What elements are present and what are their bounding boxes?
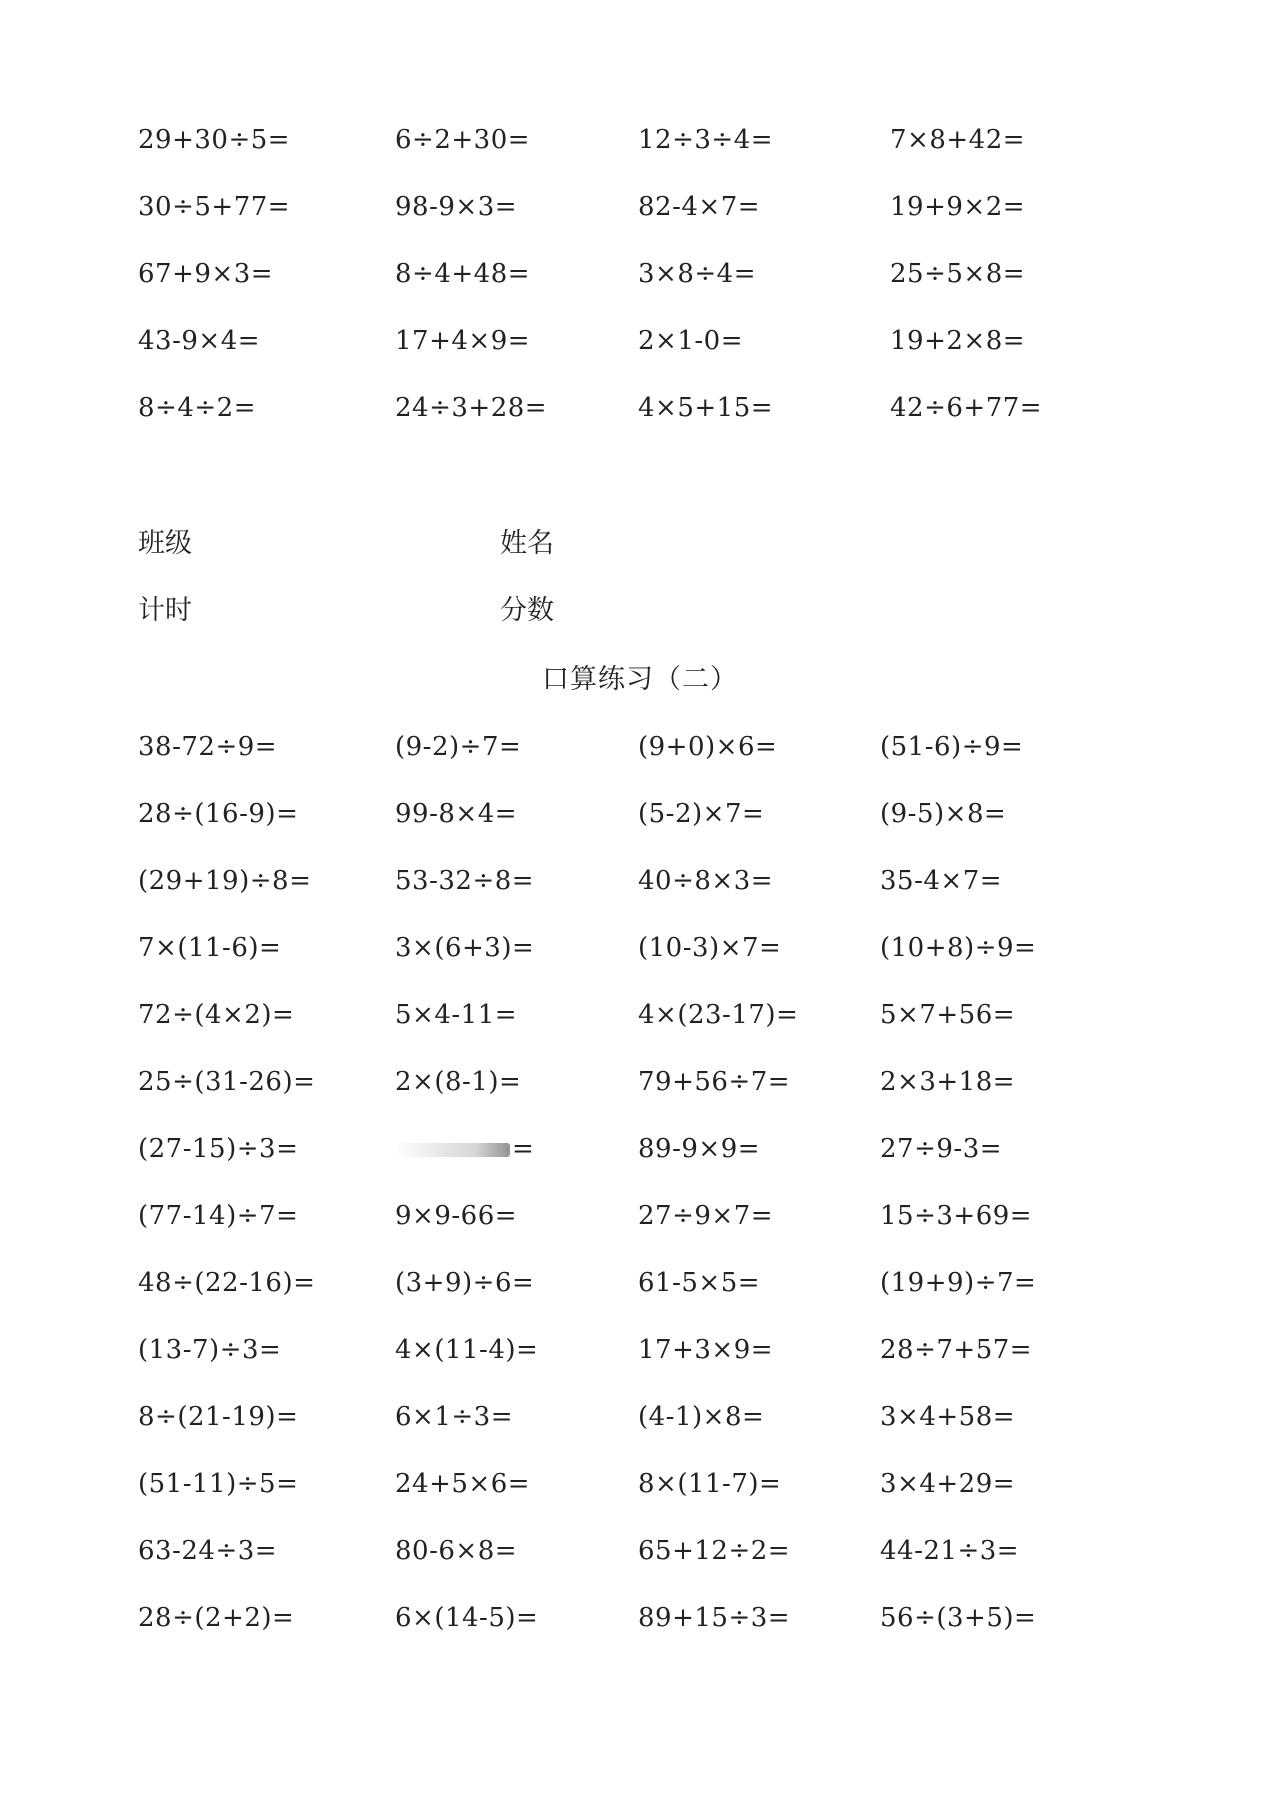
- problem: 42÷6+77=: [890, 393, 1043, 423]
- problem: 98-9×3=: [395, 192, 518, 222]
- problem: 29+30÷5=: [138, 125, 291, 155]
- problem-row: [0, 1062, 1280, 1102]
- name-label: 姓名: [500, 528, 554, 559]
- problem-row: [0, 995, 1280, 1035]
- problem: 28÷(16-9)=: [138, 799, 299, 829]
- problem: 6×1÷3=: [395, 1402, 513, 1432]
- problem: 4×5+15=: [638, 393, 774, 423]
- problem: 12÷3÷4=: [638, 125, 774, 155]
- problem: 27÷9×7=: [638, 1201, 774, 1231]
- problem: 24+5×6=: [395, 1469, 531, 1499]
- problem: 43-9×4=: [138, 326, 261, 356]
- problem: 82-4×7=: [638, 192, 761, 222]
- problem: 9×9-66=: [395, 1201, 518, 1231]
- problem: 17+4×9=: [395, 326, 531, 356]
- problem-row: [0, 928, 1280, 968]
- problem: 40÷8×3=: [638, 866, 774, 896]
- problem: 72÷(4×2)=: [138, 1000, 295, 1030]
- problem: 5×4-11=: [395, 1000, 518, 1030]
- time-label: 计时: [138, 595, 192, 626]
- problem-row: [0, 321, 1280, 361]
- problem: 61-5×5=: [638, 1268, 761, 1298]
- problem-row: [0, 861, 1280, 901]
- problem: (51-6)÷9=: [880, 732, 1024, 762]
- problem: 35-4×7=: [880, 866, 1003, 896]
- problem: 2×(8-1)=: [395, 1067, 522, 1097]
- problem: 3×(6+3)=: [395, 933, 535, 963]
- problem: 80-6×8=: [395, 1536, 518, 1566]
- score-label: 分数: [500, 595, 554, 626]
- problem: (9-5)×8=: [880, 799, 1007, 829]
- problem: 7×8+42=: [890, 125, 1026, 155]
- problem: 48÷(22-16)=: [138, 1268, 316, 1298]
- problem: 89+15÷3=: [638, 1603, 791, 1633]
- problem-row: [0, 1397, 1280, 1437]
- problem: 7×(11-6)=: [138, 933, 282, 963]
- problem: (9+0)×6=: [638, 732, 778, 762]
- problem: 67+9×3=: [138, 259, 274, 289]
- problem: 3×8÷4=: [638, 259, 756, 289]
- problem-row: [0, 1129, 1280, 1169]
- problem: 8÷(21-19)=: [138, 1402, 299, 1432]
- problem-row: [0, 388, 1280, 428]
- problem: 30÷5+77=: [138, 192, 291, 222]
- problem-row: [0, 1464, 1280, 1504]
- problem: 8×(11-7)=: [638, 1469, 782, 1499]
- problem: 6÷2+30=: [395, 125, 531, 155]
- problem: 25÷5×8=: [890, 259, 1026, 289]
- problem: 56÷(3+5)=: [880, 1603, 1037, 1633]
- smudged-problem: [395, 1129, 534, 1169]
- problem: (10+8)÷9=: [880, 933, 1037, 963]
- problem: 99-8×4=: [395, 799, 518, 829]
- problem-row: [0, 254, 1280, 294]
- problem: =: [512, 1134, 535, 1164]
- problem: (51-11)÷5=: [138, 1469, 299, 1499]
- problem: 38-72÷9=: [138, 732, 278, 762]
- problem-row: [0, 120, 1280, 160]
- problem: 19+9×2=: [890, 192, 1026, 222]
- problem: 4×(11-4)=: [395, 1335, 539, 1365]
- problem: (4-1)×8=: [638, 1402, 765, 1432]
- problem: 8÷4÷2=: [138, 393, 256, 423]
- problem: 89-9×9=: [638, 1134, 761, 1164]
- problem: (5-2)×7=: [638, 799, 765, 829]
- problem: 65+12÷2=: [638, 1536, 791, 1566]
- problem: (13-7)÷3=: [138, 1335, 282, 1365]
- problem: (10-3)×7=: [638, 933, 782, 963]
- problem: 27÷9-3=: [880, 1134, 1003, 1164]
- problem: 4×(23-17)=: [638, 1000, 799, 1030]
- problem: 2×1-0=: [638, 326, 743, 356]
- smudge-mark: [395, 1143, 510, 1157]
- problem: (19+9)÷7=: [880, 1268, 1037, 1298]
- class-label: 班级: [138, 528, 192, 559]
- problem: 2×3+18=: [880, 1067, 1016, 1097]
- problem: (29+19)÷8=: [138, 866, 312, 896]
- problem: 19+2×8=: [890, 326, 1026, 356]
- problem: 24÷3+28=: [395, 393, 548, 423]
- problem: 3×4+29=: [880, 1469, 1016, 1499]
- problem-row: [0, 1598, 1280, 1638]
- problem: 15÷3+69=: [880, 1201, 1033, 1231]
- problem-row: [0, 1263, 1280, 1303]
- problem: 28÷(2+2)=: [138, 1603, 295, 1633]
- problem-row: [0, 1330, 1280, 1370]
- problem-row: [0, 727, 1280, 767]
- problem: 5×7+56=: [880, 1000, 1016, 1030]
- worksheet-title: 口算练习（二）: [542, 664, 738, 695]
- problem-row: [0, 187, 1280, 227]
- problem: 28÷7+57=: [880, 1335, 1033, 1365]
- problem: 6×(14-5)=: [395, 1603, 539, 1633]
- problem: 53-32÷8=: [395, 866, 535, 896]
- problem: (77-14)÷7=: [138, 1201, 299, 1231]
- problem-row: [0, 1531, 1280, 1571]
- problem: 3×4+58=: [880, 1402, 1016, 1432]
- problem: (27-15)÷3=: [138, 1134, 299, 1164]
- problem: (3+9)÷6=: [395, 1268, 535, 1298]
- problem: 25÷(31-26)=: [138, 1067, 316, 1097]
- problem: (9-2)÷7=: [395, 732, 522, 762]
- problem: 79+56÷7=: [638, 1067, 791, 1097]
- problem: 63-24÷3=: [138, 1536, 278, 1566]
- problem: 44-21÷3=: [880, 1536, 1020, 1566]
- problem: 8÷4+48=: [395, 259, 531, 289]
- problem-row: [0, 794, 1280, 834]
- problem-row: [0, 1196, 1280, 1236]
- problem: 17+3×9=: [638, 1335, 774, 1365]
